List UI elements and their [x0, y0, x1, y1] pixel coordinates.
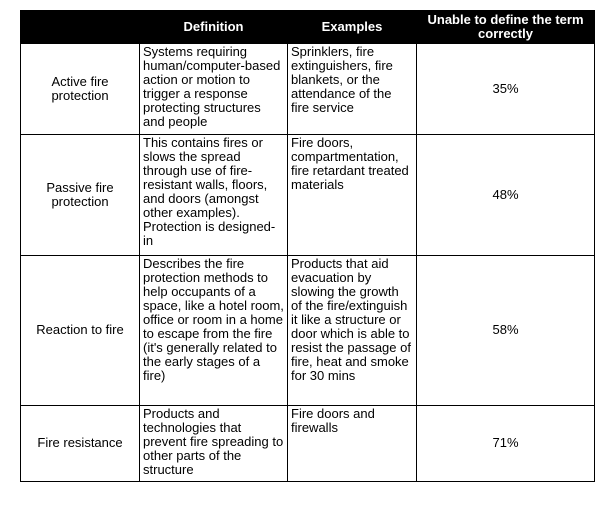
table-body	[21, 44, 595, 482]
table-row	[21, 406, 595, 482]
header-unable-to-define: Unable to define the term correctly	[417, 11, 595, 44]
definition-cell: This contains fires or slows the spread through use of fire-resistant walls, floors, and doors (amongst other examples). Protection is designed-in	[140, 135, 288, 256]
term-cell: Reaction to fire	[21, 256, 140, 406]
table-header	[21, 11, 595, 44]
term-cell: Passive fire protection	[21, 135, 140, 256]
definition-cell: Systems requiring human/computer-based action or motion to trigger a response protecting structures and people	[140, 44, 288, 135]
unable-percent-cell: 35%	[417, 44, 595, 135]
examples-cell: Products that aid evacuation by slowing the growth of the fire/extinguish it like a structure or door which is able to resist the passage of fire, heat and smoke for 30 mins	[288, 256, 417, 406]
fire-protection-table	[20, 10, 595, 482]
table-row	[21, 256, 595, 406]
unable-percent-cell: 58%	[417, 256, 595, 406]
unable-percent-cell: 48%	[417, 135, 595, 256]
examples-cell: Fire doors and firewalls	[288, 406, 417, 482]
table-row	[21, 44, 595, 135]
header-examples: Examples	[288, 11, 417, 44]
term-cell: Fire resistance	[21, 406, 140, 482]
term-cell: Active fire protection	[21, 44, 140, 135]
unable-percent-cell: 71%	[417, 406, 595, 482]
header-definition: Definition	[140, 11, 288, 44]
table-row	[21, 135, 595, 256]
examples-cell: Fire doors, compartmentation, fire retardant treated materials	[288, 135, 417, 256]
examples-cell: Sprinklers, fire extinguishers, fire blankets, or the attendance of the fire service	[288, 44, 417, 135]
definition-cell: Describes the fire protection methods to help occupants of a space, like a hotel room, office or room in a home to escape from the fire (it's generally related to the early stages of a fire)	[140, 256, 288, 406]
definition-cell: Products and technologies that prevent fire spreading to other parts of the structure	[140, 406, 288, 482]
header-row	[21, 11, 595, 44]
header-term	[21, 11, 140, 44]
